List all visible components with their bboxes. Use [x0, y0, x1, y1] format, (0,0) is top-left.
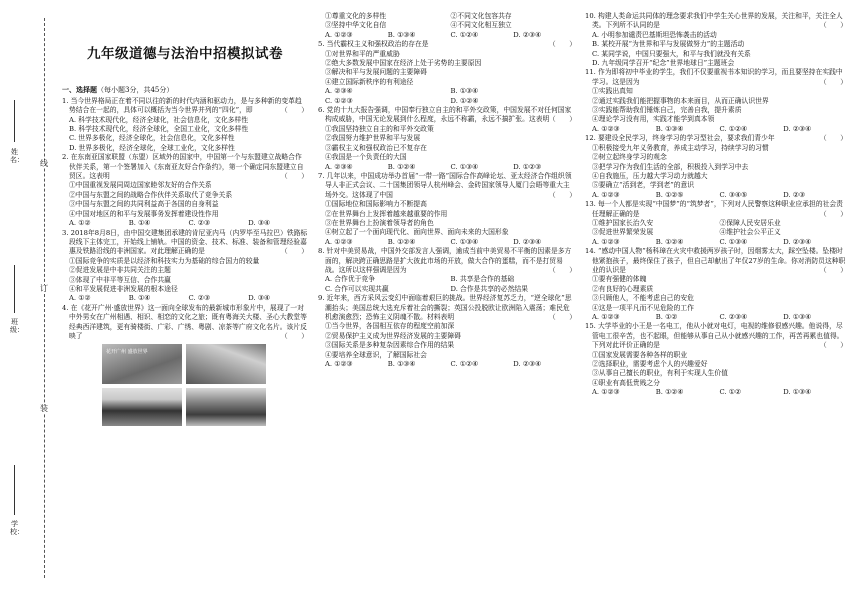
option[interactable]: A. 小明参加谴责巴基斯坦恐怖袭击的活动 — [592, 30, 717, 39]
option-row — [318, 360, 576, 369]
question-stem: 2. 在东南亚国家联盟（东盟）区域外的国家中，中国第一个与东盟建立战略合作伙伴关系，第一个签署加入《东南亚友好合作条约》，第一个确定同东盟建立自贸区。这表明 — [62, 153, 304, 181]
statement-grid — [318, 12, 576, 31]
option[interactable]: A. ①②③ — [592, 313, 620, 321]
option[interactable]: B. ①②④ — [387, 162, 416, 171]
option[interactable]: B. ①④ — [128, 219, 151, 228]
option[interactable]: C. 世界多极化，经济全球化，社会信息化，文化多样性 — [69, 134, 235, 143]
answer-paren[interactable]: （ ） — [548, 115, 576, 124]
statement-item: ②通过实践我们能把握事物的本来面目，从而正确认识世界 — [592, 96, 769, 105]
answer-paren[interactable]: （ ） — [819, 265, 847, 274]
question-2 — [62, 153, 308, 228]
statement-item: ③促进世界繁荣发展 — [592, 228, 654, 237]
option[interactable]: A. ①②③ — [325, 237, 353, 246]
option[interactable]: C. 某同学说，中国只要强大，和平与我们就没有关系 — [592, 49, 751, 58]
option[interactable]: A. 合作优于竞争 — [325, 275, 376, 284]
option[interactable]: B. 共享是合作的基础 — [450, 275, 515, 284]
question-stem: 14. “感动中国人物”杨科璋在火灾中救援两岁孩子时，因烟雾太大，踩空坠楼。坠楼时他紧抱孩子，最终保住了孩子，但自己却献出了年仅27岁的生命。你对消防员这种职业的认识是 — [585, 247, 846, 274]
question-4 — [62, 304, 308, 427]
question-stem: 4. 在《花开广州·盛放世界》这一面向全球发布的最新城市形象片中，展现了一对中外男女在广州相遇、相识、相恋的文化之旅；既有粤海关大楼、圣心大教堂等经典西洋建筑，更有骑楼街、广彩、广绣、粤剧、凉茶等广府文化名片。该片反映了 — [62, 303, 307, 340]
statement-item: ②保障人民安居乐业 — [719, 218, 781, 227]
statement-item: ③把学习作为我们生活的全部，积极投入到学习中去 — [592, 162, 749, 171]
option-row — [585, 191, 847, 200]
option[interactable]: D. ①③④ — [783, 313, 812, 321]
statement-item: ④树立起了一个面向现代化、面向世界、面向未来的大国形象 — [325, 228, 509, 237]
option-row — [585, 238, 847, 247]
option[interactable]: C. ②③④ — [719, 313, 748, 321]
option[interactable]: A. ①② — [69, 219, 91, 228]
statement-item: ④中国对地区的和平与发展事务发挥着建设性作用 — [69, 209, 219, 218]
question-10 — [585, 12, 847, 68]
photo-arcade-building — [186, 388, 266, 426]
photo-caption: 花开广州 盛放世界 — [106, 349, 148, 356]
option-row — [62, 294, 308, 303]
statement-item: ①维护国家长治久安 — [592, 218, 654, 227]
option[interactable]: C. ①②④ — [450, 360, 479, 369]
answer-paren[interactable]: （ ） — [548, 190, 576, 199]
option-row — [585, 313, 847, 322]
statement-item: ④不同文化相互独立 — [450, 21, 512, 30]
statement-item: ③霸权主义和强权政治已不复存在 — [325, 143, 427, 152]
statement-item: ③坚持中华文化自信 — [325, 21, 387, 30]
question-14 — [585, 247, 847, 322]
statement-item: ④理论学习没有用，实践才能学到真本领 — [592, 115, 715, 124]
statement-item: ②有良好的心理素质 — [592, 284, 654, 293]
binding-field-class-line[interactable] — [14, 265, 15, 313]
statement-item: ③从事自己擅长的职业，有利于实现人生价值 — [592, 369, 728, 378]
option-grid — [318, 275, 576, 294]
option-row — [318, 238, 576, 247]
statement-item: ①实践出真知 — [592, 87, 633, 96]
question-stem: 10. 构建人类命运共同体的理念要求我们中学生关心世界的发展，关注和平，关注全人类。下列所不认同的是 — [585, 12, 843, 30]
question-stem: 7. 几年以来，中国成功举办首届“一带一路”国际合作高峰论坛、亚太经济合作组织领导人非正式会议、二十国集团领导人杭州峰会、金砖国家领导人厦门会晤等重大主场外交。这体现了中国 — [318, 171, 572, 199]
statement-item: ④要培养全球意识，了解国际社会 — [325, 350, 427, 359]
answer-paren[interactable]: （ ） — [280, 106, 308, 115]
option[interactable]: B. ①③④ — [450, 87, 479, 96]
answer-paren[interactable]: （ ） — [280, 172, 308, 181]
section-heading — [62, 85, 308, 95]
statement-item: ①国际竞争的实质是以经济和科技实力为基础的综合国力的较量 — [69, 256, 260, 265]
statement-item: ④建立国际新秩序的有利途径 — [325, 77, 414, 86]
statement-item: ⑤要确立“活到老，学到老”的意识 — [592, 181, 695, 190]
option[interactable]: B. ①③④ — [387, 360, 416, 369]
question-4-continued — [318, 12, 576, 40]
question-12 — [585, 134, 847, 200]
option[interactable]: D. ②③④ — [513, 30, 542, 39]
binding-field-name-line[interactable] — [14, 100, 15, 142]
option[interactable]: A. ①②③ — [592, 388, 620, 397]
question-stem: 8. 针对中美贸易战，中国外交部发言人强调，逾成当前中美贸易不平衡的因素是多方面的，解决跨正确思路是扩大彼此市场的开放，做大合作的蛋糕，而不是打贸易战。这所以这样强调是因为 — [318, 247, 572, 274]
statement-item: ②不同文化包容共存 — [450, 12, 512, 20]
answer-paren[interactable]: （ ） — [819, 134, 847, 143]
option[interactable]: C. ②③ — [188, 294, 210, 303]
statement-item: ①当今世界，各国相互依存的程度空前加深 — [325, 322, 455, 331]
statement-item: ④职业有高低贵贱之分 — [592, 378, 660, 387]
statement-item: ②绝大多数发展中国家在经济上处于劣势的主要原因 — [325, 59, 482, 68]
option[interactable]: B. ①④ — [128, 294, 151, 303]
option[interactable]: A. 科学技术现代化，经济全球化，社会信息化，文化多样性 — [69, 115, 249, 124]
answer-paren[interactable]: （ ） — [280, 247, 308, 256]
option[interactable]: B. ①③④ — [387, 30, 416, 39]
option[interactable]: D. 合作是共享的必然结果 — [450, 284, 528, 293]
binding-field-name: 姓名： — [10, 148, 24, 164]
statement-item: ①要有强健的体魄 — [592, 275, 647, 284]
option[interactable]: C. ①③④ — [450, 162, 479, 171]
question-5 — [318, 40, 576, 106]
question-stem: 6. 党的十九大报告强调，中国奉行独立自主的和平外交政策，中国发展不对任何国家构成威胁，中国无论发展到什么程度，永远不称霸，永远不搞扩张。这表明 — [318, 106, 572, 124]
statement-item: ①国家发展需要各种各样的职业 — [592, 350, 688, 359]
option[interactable]: D. ①②③ — [513, 162, 542, 171]
option[interactable]: A. ①②③ — [325, 30, 353, 39]
statement-item: ②中国与东盟之间的战略合作伙伴关系取代了竞争关系 — [69, 190, 233, 199]
statement-item: ②贸易保护主义成为世界经济发展的主要障碍 — [325, 331, 461, 340]
option-row — [585, 388, 847, 397]
binding-field-school: 学校： — [10, 520, 24, 536]
statement-item: ③中国与东盟之间的共同利益高于各国的自身利益 — [69, 200, 219, 209]
question-9 — [318, 294, 576, 369]
statement-item: ④维护社会公平正义 — [719, 228, 781, 237]
option[interactable]: B. ①②⑤ — [655, 190, 684, 199]
option-row — [62, 219, 308, 228]
question-8 — [318, 247, 576, 294]
binding-cut-mark-bind: 装 — [40, 404, 48, 413]
statement-item: ①对世界和平的严重威胁 — [325, 49, 400, 58]
column-3 — [585, 12, 847, 398]
question-3 — [62, 229, 308, 304]
question-11 — [585, 68, 847, 134]
option[interactable]: A. ①②③ — [592, 190, 620, 199]
option[interactable]: C. ②③ — [188, 219, 210, 228]
option[interactable]: D. ③④ — [248, 294, 270, 303]
question-stem: 13. 每一个人都是实现“中国梦”的“筑梦者”，下列对人民警察这种职业应承担的社会责任理解正确的是 — [585, 200, 843, 218]
binding-field-school-line[interactable] — [14, 465, 15, 515]
question-7 — [318, 172, 576, 247]
question-stem: 11. 作为即将初中毕业的学生，我们不仅要重视书本知识的学习，而且要坚持在实践中学习。这是因为 — [585, 68, 843, 86]
option-row — [318, 163, 576, 172]
question-stem: 3. 2018年8月8日，由中国交建集团承建的肯尼亚内马（内罗毕至马拉巴）铁路标段线下主体完工，开始线上铺轨。中国的资金、技术、标准、装备和管理经验嘉惠及铁路沿线的非洲国家。对此理解正确的是 — [62, 228, 308, 256]
column-2 — [318, 12, 576, 369]
statement-item: ②我国努力维护世界和平与发展 — [325, 134, 421, 143]
option[interactable]: B. ①②④ — [655, 237, 684, 246]
statement-item: ④自我施压，压力越大学习动力就越大 — [592, 171, 708, 180]
statement-item: ①尊重文化的多样性 — [325, 12, 387, 20]
column-1 — [62, 12, 308, 426]
option[interactable]: B. 某校开展“为世界和平与发展做努力”的主题活动 — [592, 40, 745, 49]
statement-item: ③只顾他人，不能考虑自己的安危 — [592, 294, 694, 303]
question-stem: 5. 当代霸权主义和强权政治的存在是 — [318, 40, 429, 49]
option[interactable]: D. ②③ — [783, 190, 805, 199]
question-1 — [62, 97, 308, 153]
answer-paren[interactable]: （ ） — [548, 40, 576, 49]
statement-item: ③解决和平与发展问题的主要障碍 — [325, 68, 427, 77]
option[interactable]: C. ③④⑤ — [719, 190, 748, 199]
option[interactable]: A. ②③④ — [325, 162, 353, 171]
binding-dashed-line — [44, 18, 45, 578]
option[interactable]: B. ①②④ — [655, 388, 684, 397]
option[interactable]: A. ②③④ — [325, 87, 353, 96]
option[interactable]: D. ③④ — [248, 219, 270, 228]
binding-cut-mark-order: 订 — [40, 284, 48, 293]
statement-item: ②促进发展是中非共同关注的主题 — [69, 266, 171, 275]
question-stem: 1. 当今世界格局正在着不同以往的新的时代内涵和驱动力，是与多种新的变革趋势结合在一起的，具体可以概括为当今世界并列的“四化”，即 — [62, 96, 302, 115]
question-13 — [585, 200, 847, 247]
option[interactable]: A. ①②③ — [325, 360, 353, 369]
answer-paren[interactable]: （ ） — [548, 265, 576, 274]
option[interactable]: B. ①② — [655, 313, 678, 321]
option[interactable]: A. ①②③ — [592, 124, 620, 133]
statement-item: ④这是一项平凡而不见危险的工作 — [592, 303, 694, 312]
option[interactable]: D. ①③④ — [783, 388, 812, 397]
answer-paren[interactable]: （ ） — [819, 341, 847, 350]
photo-grid — [62, 344, 308, 426]
question-stem: 15. 大学毕业的小王是一名电工，他从小就对电灯，电视的维修很感兴趣。他说得，尽管电工很辛苦，也不起眼，但能够从事自己从小就感兴趣的工作，再苦再累也值得。下列对此评价正确的是 — [585, 322, 844, 350]
option[interactable]: C. ①②④ — [719, 124, 748, 133]
statement-item: ④和平发展促进非洲发展的根本途径 — [69, 284, 178, 293]
binding-strip — [0, 0, 58, 593]
option[interactable]: D. ②③④ — [513, 360, 542, 369]
statement-item: ④我国是一个负责任的大国 — [325, 153, 407, 162]
option[interactable]: B. ①②④ — [387, 237, 416, 246]
question-15 — [585, 322, 847, 397]
option[interactable]: D. ②③④ — [783, 124, 812, 133]
option[interactable]: C. ①② — [719, 388, 741, 397]
binding-cut-mark-line: 线 — [40, 159, 48, 168]
exam-title: 九年级道德与法治中招模拟试卷 — [87, 46, 283, 62]
statement-item: ③体现了中非平等互信、合作共赢 — [69, 275, 171, 284]
option[interactable]: D. 世界多极化，经济全球化，全球工业化，文化多样性 — [69, 143, 235, 152]
statement-item: ①积极接受九年义务教育，养成主动学习，持续学习的习惯 — [592, 143, 769, 152]
statement-item: ②选择职业，需要考虑个人的兴趣爱好 — [592, 360, 708, 369]
option[interactable]: D. ②③④ — [513, 237, 542, 246]
photo-opera — [102, 388, 182, 426]
statement-item: ③在世界舞台上扮演着领导者的角色 — [325, 218, 434, 227]
question-stem: 12. 要建设全民学习，终身学习的学习型社会，要求我们青少年 — [585, 134, 775, 143]
answer-paren[interactable]: （ ） — [819, 21, 847, 30]
statement-item: ③实践能帮助我们锤炼自己，完善自我，提升素质 — [592, 106, 742, 115]
option[interactable]: B. ①③④ — [655, 124, 684, 133]
question-6 — [318, 106, 576, 172]
statement-item: ①我国坚持独立自主的和平外交政策 — [325, 124, 434, 133]
statement-item: ③国际关系是多种复杂因素综合作用的结果 — [325, 341, 455, 350]
photo-cathedral — [186, 344, 266, 384]
answer-paren[interactable]: （ ） — [280, 331, 308, 340]
question-stem: 9. 近年来，西方采风云变幻中面临着艰巨的挑战。世界经济复苏乏力，“逆全球化”思潮抬头；美国总统大选充斥着社会的撕裂；英国公投脱欧让欧洲陷入震荡；难民危机愈演愈烈；恐怖主义阴魂不散。材料表明 — [318, 294, 572, 321]
option[interactable]: D. 九年级同学召开“纪念”世界地球日”主题班会 — [592, 59, 735, 68]
option[interactable]: D. ①②④ — [450, 96, 479, 105]
option[interactable]: C. ①③④ — [450, 237, 479, 246]
statement-item: ①中国重视发展同周边国家睦邻友好的合作关系 — [69, 181, 212, 190]
photo-city-skyline — [102, 344, 182, 384]
answer-paren[interactable]: （ ） — [819, 77, 847, 86]
option[interactable]: A. ①②③ — [592, 237, 620, 246]
option-grid — [318, 87, 576, 106]
section-note: （每小题3分，共45分） — [97, 86, 174, 95]
option[interactable]: D. ②③④ — [783, 237, 812, 246]
option[interactable]: C. ①③④ — [719, 237, 748, 246]
option-row — [585, 125, 847, 134]
statement-item: ②在世界舞台上发挥着越来越重要的作用 — [325, 209, 448, 218]
statement-grid — [585, 219, 847, 238]
option[interactable]: A. ①② — [69, 294, 91, 303]
section-label: 一、选择题 — [62, 85, 97, 95]
option[interactable]: C. 合作可以实现共赢 — [325, 284, 389, 293]
answer-paren[interactable]: （ ） — [819, 209, 847, 218]
binding-field-class: 班级： — [10, 318, 24, 334]
option[interactable]: B. 科学技术现代化，经济全球化，全国工业化，文化多样性 — [69, 125, 249, 134]
option[interactable]: C. ①②④ — [450, 30, 479, 39]
option[interactable]: C. ①②③ — [325, 96, 353, 105]
option-row — [318, 31, 576, 40]
statement-item: ②树立起终身学习的观念 — [592, 153, 667, 162]
statement-item: ①国际地位和国际影响力不断提高 — [325, 200, 427, 209]
answer-paren[interactable]: （ ） — [548, 313, 576, 321]
